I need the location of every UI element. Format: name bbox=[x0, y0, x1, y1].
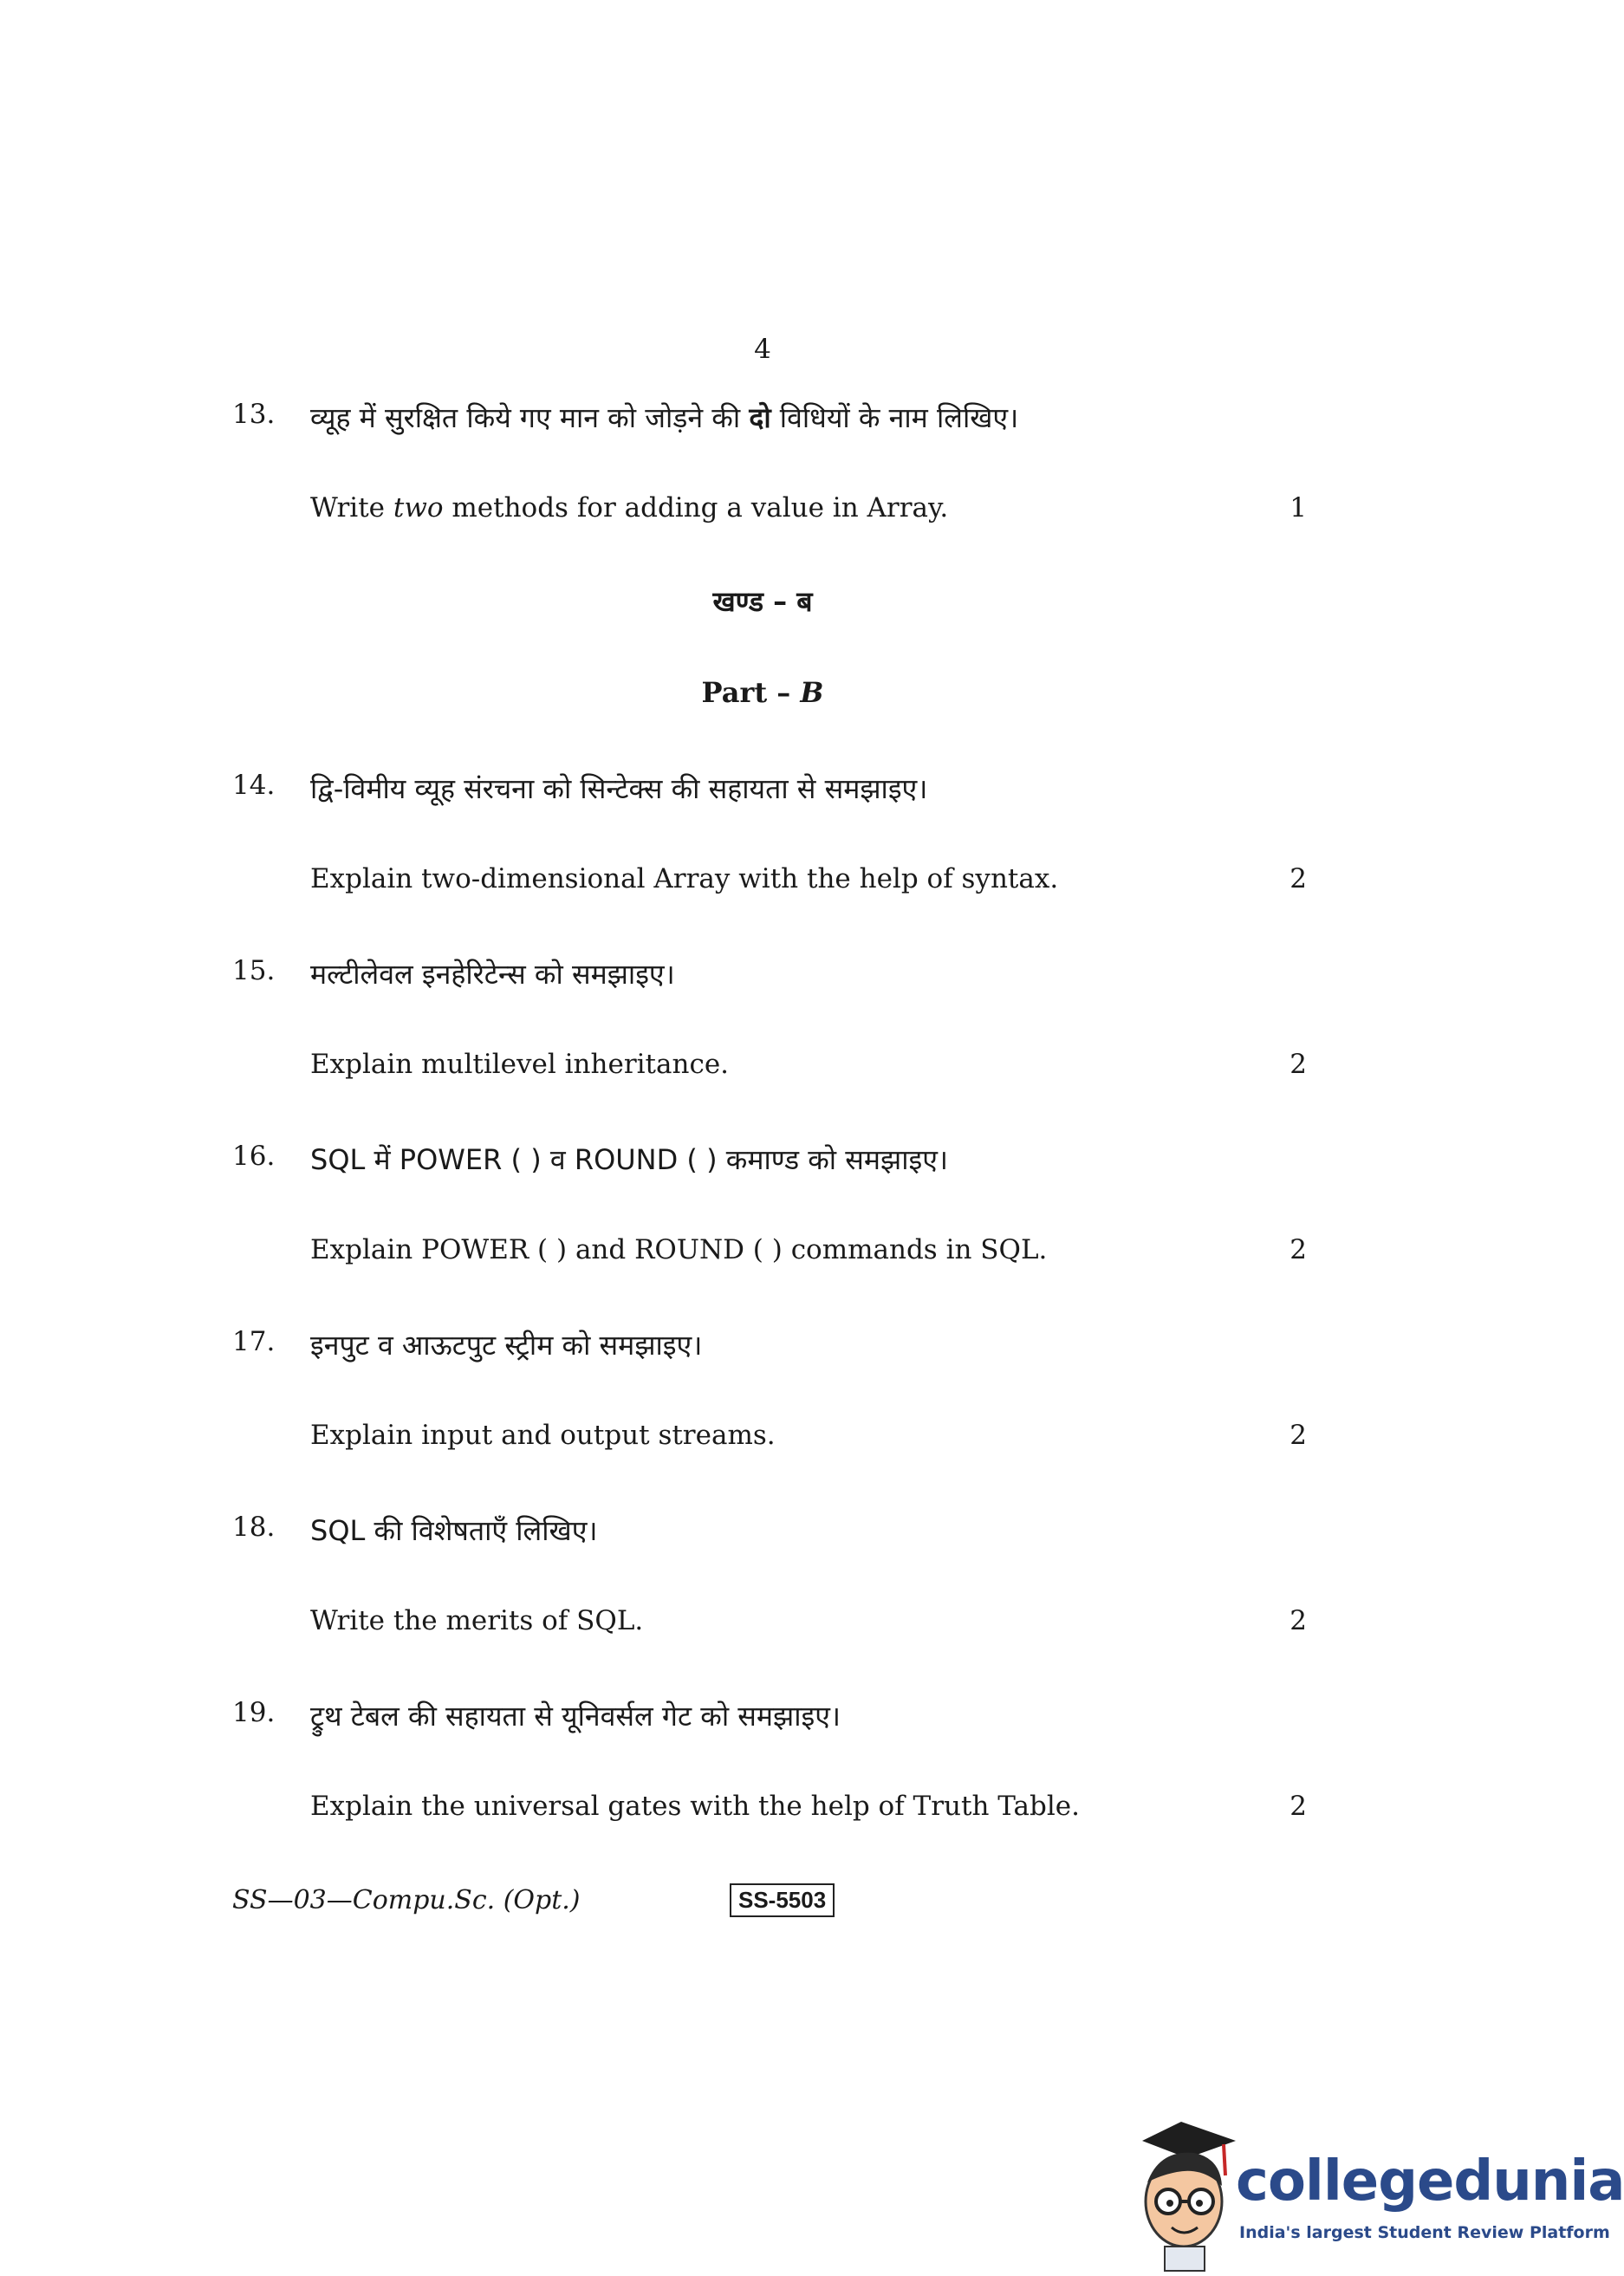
footer-paper-code: SS—03—Compu.Sc. (Opt.) bbox=[232, 1885, 581, 1915]
question-english: Explain POWER ( ) and ROUND ( ) commands in SQL. bbox=[310, 1234, 1048, 1265]
question-number: 14. bbox=[232, 770, 276, 801]
student-mascot-icon bbox=[1134, 2115, 1237, 2271]
question-hindi: व्यूह में सुरक्षित किये गए मान को जोड़ने की दो विधियों के नाम लिखिए। bbox=[310, 401, 1019, 434]
question-marks: 2 bbox=[1289, 1791, 1307, 1822]
question-hindi: इनपुट व आऊटपुट स्ट्रीम को समझाइए। bbox=[310, 1329, 703, 1362]
question-hindi: ट्रुथ टेबल की सहायता से यूनिवर्सल गेट को समझाइए। bbox=[310, 1700, 841, 1733]
question-marks: 2 bbox=[1289, 863, 1307, 894]
question-english: Explain two-dimensional Array with the help of syntax. bbox=[310, 863, 1059, 894]
question-number: 15. bbox=[232, 955, 276, 986]
question-marks: 2 bbox=[1289, 1049, 1307, 1080]
collegedunia-logo bbox=[1134, 2115, 1624, 2271]
question-number: 18. bbox=[232, 1512, 276, 1543]
logo-tagline: India's largest Student Review Platform bbox=[1239, 2223, 1610, 2242]
question-english: Write two methods for adding a value in Array. bbox=[310, 492, 949, 523]
question-number: 17. bbox=[232, 1326, 276, 1357]
question-number: 16. bbox=[232, 1141, 276, 1172]
section-heading-english: Part – B bbox=[701, 676, 824, 709]
question-marks: 2 bbox=[1289, 1605, 1307, 1636]
question-number: 19. bbox=[232, 1697, 276, 1728]
question-english: Explain the universal gates with the help of Truth Table. bbox=[310, 1791, 1080, 1822]
question-english: Write the merits of SQL. bbox=[310, 1605, 644, 1636]
section-heading-hindi: खण्ड – ब bbox=[712, 585, 813, 618]
footer-series-box: SS-5503 bbox=[730, 1883, 835, 1917]
question-english: Explain input and output streams. bbox=[310, 1420, 776, 1451]
question-hindi: SQL की विशेषताएँ लिखिए। bbox=[310, 1514, 598, 1547]
question-marks: 2 bbox=[1289, 1420, 1307, 1451]
question-hindi: द्वि-विमीय व्यूह संरचना को सिन्टेक्स की सहायता से समझाइए। bbox=[310, 772, 928, 805]
question-english: Explain multilevel inheritance. bbox=[310, 1049, 730, 1080]
question-number: 13. bbox=[232, 399, 276, 430]
question-marks: 2 bbox=[1289, 1234, 1307, 1265]
question-hindi: मल्टीलेवल इनहेरिटेन्स को समझाइए। bbox=[310, 958, 675, 991]
question-hindi: SQL में POWER ( ) व ROUND ( ) कमाण्ड को समझाइए। bbox=[310, 1143, 949, 1176]
question-marks: 1 bbox=[1289, 492, 1307, 523]
page-number: 4 bbox=[754, 334, 771, 365]
logo-brand-text: collegedunia bbox=[1236, 2149, 1624, 2214]
